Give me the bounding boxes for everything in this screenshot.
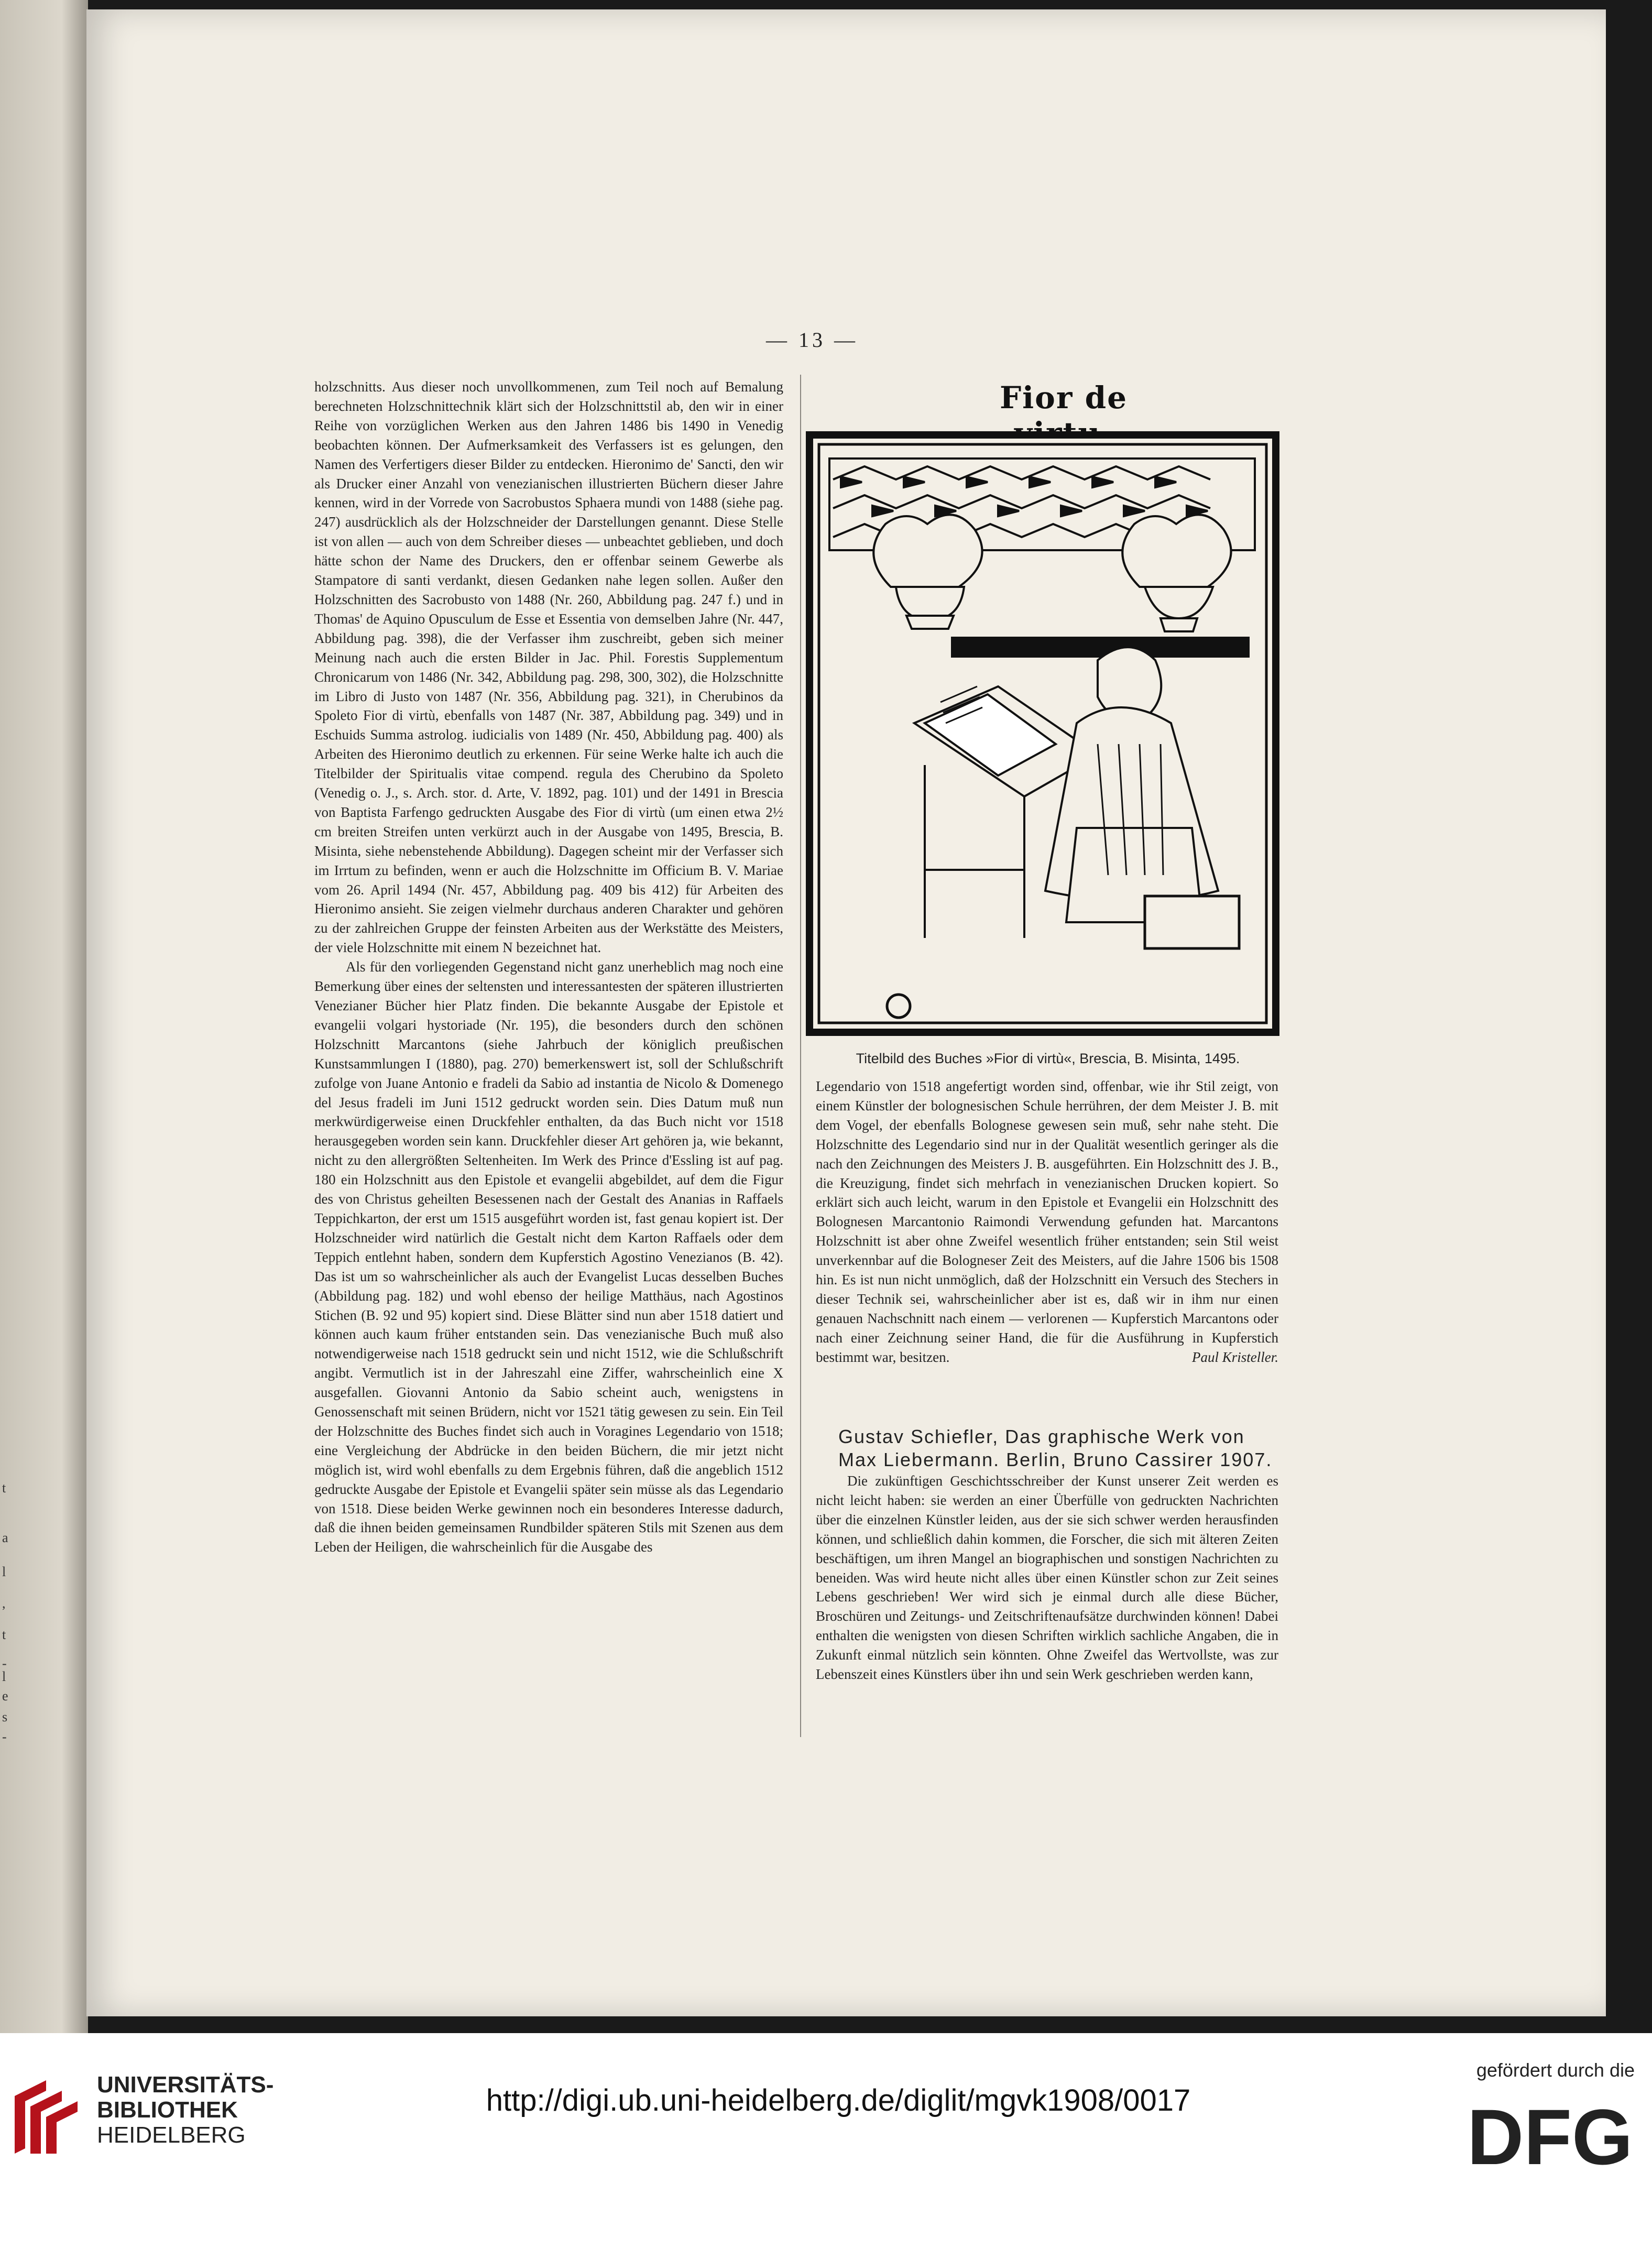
edge-letter: - [2, 1729, 7, 1744]
paragraph [816, 1077, 1278, 1367]
right-text-column [816, 1077, 1278, 1367]
edge-letter: , [2, 1596, 6, 1611]
woodcut-title: Fior de [999, 380, 1128, 416]
edge-letter: l [2, 1669, 6, 1684]
paragraph: Die zukünftigen Geschichtsschreiber der Kunst unserer Zeit werden es nicht leicht haben: sie werden an einer Überfülle von gedruckten Nachrichten über die einzelnen Künstler leiden, aus der sie sich schwer werden herausfinden können, und schließlich dahin kommen, die Forscher, die sich mit älteren Zeiten beschäftigen, um ihren Mangel an biographischen und sonstigen Nachrichten zu beneiden. Was wird heute nicht alles über einen Künstler schon zur Zeit seines Lebens geschrieben! Wer wird sich je einmal durch alle diese Bücher, Broschüren und Zeitungs- und Zeitschriftenaufsätze durchwinden können! Dabei enthalten die wenigsten von diesen Schriften wirklich sachliche Angaben, die in Zukunft einmal nützlich sein könnten. Ohne Zweifel das Wertvollste, was zur Lebenszeit eines Künstlers über ihn und sein Werk geschrieben werden kann, [816, 1473, 1278, 1683]
author-signature: Paul Kristeller. [1191, 1349, 1278, 1365]
edge-letter: t [2, 1480, 6, 1495]
paragraph: holzschnitts. Aus dieser noch unvollkommenen, zum Teil noch auf Bemalung berechneten Holzschnittechnik klärt sich der Holzschnittstil ab, den wir in einer Reihe von vorzüglichen Werken aus den Jahren 1486 bis 1490 in Venedig beobachten können. Der Aufmerksamkeit des Verfassers ist es gelungen, den Namen des Verfertigers dieser Bilder zu entdecken. Hieronimo de' Sancti, den wir als Drucker einer Anzahl von venezianischen illustrierten Büchern dieser Jahre kennen, wird in der Vorrede von Sacrobustos Sphaera mundi von 1488 (siehe pag. 247) ausdrücklich als der Holzschneider der Darstellungen genannt. Diese Stelle ist von allen — auch von dem Schreiber dieses — unbeachtet geblieben, und doch hätte schon der Name des Druckers, den er offenbar seinem Gewerbe als Stampatore di santi verdankt, diesen Gedanken nahe legen sollen. Außer den Holzschnitten des Sacrobusto von 1488 (Nr. 260, Abbildung pag. 247 f.) und in Thomas' de Aquino Opusculum de Esse et Essentia von demselben Jahre (Nr. 447, Abbildung pag. 398), die der Verfasser ihm zuschreibt, geben sich meiner Meinung nach auch die ersten Bilder in Jac. Phil. Forestis Supplementum Chronicarum von 1486 (Nr. 342, Abbildung pag. 298, 300, 302), die Holzschnitte im Libro di Justo von 1487 (Nr. 356, Abbildung pag. 321), in Cherubinos da Spoleto Fior di virtù, ebenfalls von 1487 (Nr. 387, Abbildung pag. 349) und in Eschuids Summa astrolog. iudicialis von 1489 (Nr. 450, Abbildung pag. 400) als Arbeiten des Hieronimo deutlich zu erkennen. Für seine Werke halte ich auch die Titelbilder der Spiritualis vitae compend. regula des Cherubino da Spoleto (Venedig o. J., s. Arch. stor. d. Arte, V. 1892, pag. 101) und der 1491 in Brescia von Baptista Farfengo gedruckten Ausgabe des Fior di virtù (um einen etwa 2½ cm breiten Streifen unten verkürzt auch in der Ausgabe von 1495, Brescia, B. Misinta, siehe nebenstehende Abbildung). Dagegen scheint mir der Verfasser sich im Irrtum zu befinden, wenn er auch die Holzschnitte im Officium B. V. Mariae vom 26. April 1494 (Nr. 457, Abbildung pag. 409 bis 412) für Arbeiten des Hieronimo ansieht. Sie zeigen vielmehr durchaus anderen Charakter und gehören zu der zahlreichen Gruppe der feinsten Arbeiten aus der Werkstätte des Meisters, der viele Holzschnitte mit einem N bezeichnet hat. [314, 379, 783, 956]
paragraph: Als für den vorliegenden Gegenstand nicht ganz unerheblich mag noch eine Bemerkung über eines der seltensten und interessantesten der späteren illustrierten Venezianer Bücher hier Platz finden. Die bekannte Ausgabe der Epistole et evangelii volgari hystoriade (Nr. 195), die besonders durch den schönen Holzschnitt Marcantons (siehe Jahrbuch der königlich preußischen Kunstsammlungen I (1880), pag. 270) bemerkenswert ist, soll der Schlußschrift zufolge von Juane Antonio e fradeli da Sabio ad instantia de Nicolo & Domenego del Jesus fradeli im Juni 1512 gedruckt worden sein. Dies Datum muß nun merkwürdigerweise einen Druckfehler enthalten, da das Buch nicht vor 1518 herausgegeben worden sein kann. Druckfehler dieser Art gehören ja, wie bekannt, nicht zu den allergrößten Seltenheiten. Im Werk des Prince d'Essling ist auf pag. 180 ein Holzschnitt aus den Epistole et evangelii abgebildet, auf dem die Figur des von Christus geheilten Besessenen nach der Gestalt des Ananias in Raffaels Teppichkarton, der erst um 1515 ausgeführt worden ist, fast genau kopiert ist. Der Holzschneider wird natürlich die Gestalt nicht dem Karton Raffaels oder dem Teppich entlehnt haben, sondern dem Kupferstich Agostino Venezianos (B. 42). Das ist um so wahrscheinlicher als auch der Evangelist Lucas desselben Buches (Abbildung pag. 182) und wohl ebenso der heilige Matthäus, nach Agostinos Stichen (B. 92 und 95) kopiert sind. Diese Blätter sind nun aber 1518 datiert und können auch kaum früher entstanden sein. Das venezianische Buch muß also notwendigerweise nach 1518 gedruckt sein und nicht 1512, wie die Schlußschrift angibt. Vermutlich ist in der Jahreszahl eine Ziffer, wahrscheinlich eine X ausgefallen. Giovanni Antonio da Sabio scheint auch, wenigstens in Genossenschaft mit seinen Brüdern, nicht vor 1521 tätig gewesen zu sein. Ein Teil der Holzschnitte des Buches findet sich auch in Voragines Legendario von 1518; eine Vergleichung der Abdrücke in den beiden Büchern, die mir jetzt nicht möglich ist, wird wohl ebenfalls zu dem Ergebnis führen, daß die angeblich 1512 gedruckte Ausgabe der Epistole et Evangelii später sein müsse als das Legendario von 1518. Diese beiden Werke gewinnen noch ein besonderes Interesse dadurch, daß die ihnen beiden gemeinsamen Rundbilder späteren Stils mit Szenen aus dem Leben der Heiligen, die wahrscheinlich für die Ausgabe des [314, 959, 783, 1555]
review-title-line: Max Liebermann. Berlin, Bruno Cassirer 1907. [838, 1449, 1273, 1470]
review-heading [838, 1425, 1278, 1471]
dfg-logo-text: DFG [1467, 2096, 1633, 2175]
left-text-column [314, 377, 783, 1557]
review-title-line: Gustav Schiefler, Das graphische Werk von [838, 1426, 1245, 1447]
edge-letter: e [2, 1688, 8, 1704]
library-name-line: HEIDELBERG [97, 2122, 246, 2148]
edge-letter: s [2, 1709, 8, 1724]
library-name-line: BIBLIOTHEK [97, 2097, 238, 2123]
library-name [97, 2072, 273, 2148]
edge-letter: a [2, 1530, 8, 1545]
review-text [816, 1471, 1278, 1684]
left-page-edge [0, 0, 88, 2033]
edge-letter: t [2, 1627, 6, 1642]
woodcut-illustration [804, 430, 1281, 1040]
edge-letter: - [2, 1656, 7, 1671]
page-number: — 13 — [766, 328, 858, 352]
dfg-logo [1467, 2096, 1635, 2175]
source-url[interactable]: http://digi.ub.uni-heidelberg.de/diglit/mgvk1908/0017 [486, 2083, 1191, 2117]
column-divider [800, 375, 801, 1737]
library-logo-icon [15, 2075, 88, 2154]
edge-letter: l [2, 1564, 6, 1579]
funded-by-text: gefördert durch die [1476, 2059, 1635, 2081]
paragraph-text: Legendario von 1518 angefertigt worden sind, offenbar, wie ihr Stil zeigt, von einem Künstler der bolognesischen Schule herrühren, der dem Meister J. B. mit dem Vogel, der ebenfalls Bolognese gewesen sein muß, sehr nahe steht. Die Holzschnitte des Legendario sind nur in der Qualität wesentlich geringer als die nach den Zeichnungen des Meisters J. B. ausgeführten. Ein Holzschnitt des J. B., die Kreuzigung, findet sich mehrfach in venezianischen Drucken kopiert. So erklärt sich auch leicht, warum in den Epistole et Evangelii ein Holzschnitt des Bolognesen Marcantonio Raimondi Verwendung gefunden hat. Marcantons Holzschnitt ist aber ohne Zweifel wesentlich früher entstanden; sein Stil weist unverkennbar auf die Bologneser Zeit des Meisters, auf die Jahre 1506 bis 1508 hin. Es ist nun nicht unmöglich, daß der Holzschnitt ein Versuch des Stechers in dieser Technik sei, wahrscheinlicher aber ist es, daß wir in ihm nur einen genauen Nachschnitt nach einem — verlorenen — Kupferstich Marcantons oder nach einer Zeichnung seiner Hand, die für die Ausführung in Kupferstich bestimmt war, besitzen. [816, 1078, 1278, 1365]
library-name-line: UNIVERSITÄTS- [97, 2072, 274, 2098]
figure-caption: Titelbild des Buches »Fior di virtù«, Brescia, B. Misinta, 1495. [856, 1051, 1240, 1066]
